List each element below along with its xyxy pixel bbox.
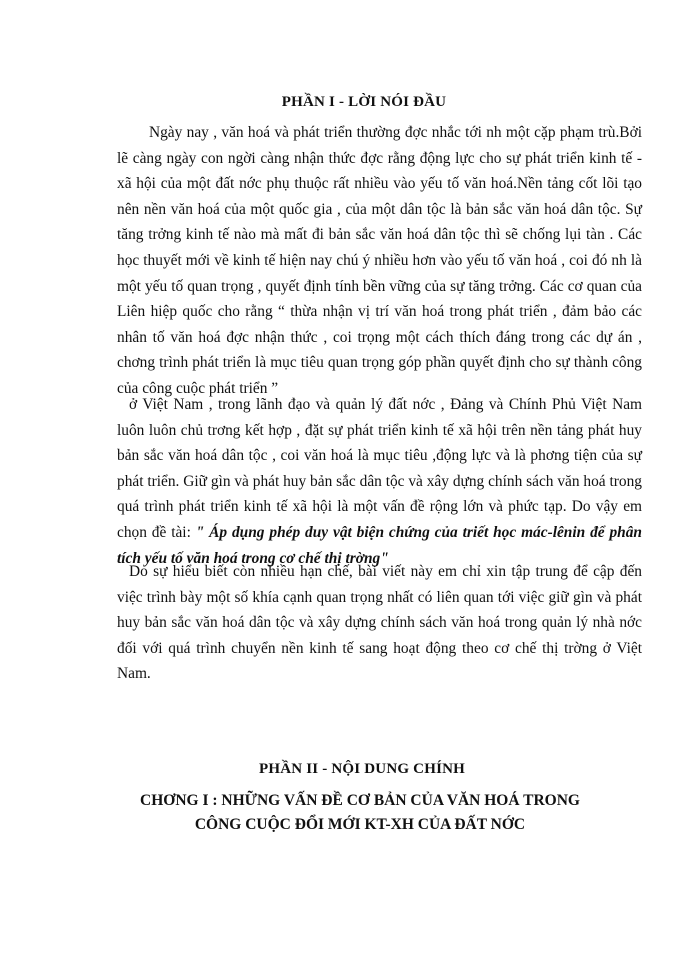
intro-paragraph-2	[117, 392, 642, 571]
part1-heading: PHẦN I - LỜI NÓI ĐẦU	[281, 94, 447, 110]
intro-paragraph-2-text: ở Việt Nam , trong lãnh đạo và quản lý đất nớc , Đảng và Chính Phủ Việt Nam luôn luôn chủ trơng kết hợp , đặt sự phát triển kinh tế xã hội trên nền tảng phát huy bản sắc văn hoá dân tộc , coi văn hoá là mục tiêu ,động lực và là phơng tiện của sự phát triển. Giữ gìn và phát huy bản sắc dân tộc và xây dựng chính sách văn hoá trong quá trình phát triển kinh tế xã hội là một vấn đề rộng lớn và phức tạp. Do vậy em chọn đề tài:	[117, 396, 642, 541]
intro-paragraph-1: Ngày nay , văn hoá và phát triển thường đợc nhắc tới nh một cặp phạm trù.Bởi lẽ càng ngày con ngời càng nhận thức đợc rằng động lực cho sự phát triển kinh tế -xã hội của một đất nớc phụ thuộc rất nhiều vào yếu tố văn hoá.Nền tảng cốt lõi tạo nên nền văn hoá của một quốc gia , của một dân tộc là bản sắc văn hoá dân tộc. Sự tăng trởng kinh tế nào mà mất đi bản sắc văn hoá dân tộc thì sẽ chống lụi tàn . Các học thuyết mới về kinh tế hiện nay chú ý nhiều hơn vào yếu tố văn hoá , coi đó nh là một yếu tố quan trọng , quyết định tính bền vững của sự tăng trởng. Các cơ quan của Liên hiệp quốc cho rằng “ thừa nhận vị trí văn hoá trong phát triển , đảm bảo các nhân tố văn hoá đợc nhận thức , coi trọng một cách thích đáng trong các dự án , chơng trình phát triển là mục tiêu quan trọng góp phần quyết định cho sự thành công của công cuộc phát triển ”	[117, 124, 642, 397]
chapter-title	[100, 789, 620, 837]
chapter-title-line-2: CÔNG CUỘC ĐỔI MỚI KT-XH CỦA ĐẤT NỚC	[194, 816, 526, 833]
intro-paragraph-3: Do sự hiểu biết còn nhiều hạn chế, bài viết này em chỉ xin tập trung để cập đến việc trình bày một số khía cạnh quan trọng nhất có liên quan tới việc giữ gìn và phát huy bản sắc văn hoá dân tộc và xây dựng chính sách văn hoá trong quản lý nhà nớc đối với quá trình chuyển nền kinh tế sang hoạt động theo cơ chế thị trờng ở Việt Nam.	[117, 563, 642, 683]
chapter-title-line-1: CHƠNG I : NHỮNG VẤN ĐỀ CƠ BẢN CỦA VĂN HOÁ TRONG	[140, 792, 580, 809]
topic-title: " Áp dụng phép duy vật biện chứng của triết học mác-lênin để phân tích yếu tố văn hoá trong cơ chế thị trờng"	[117, 523, 642, 567]
part2-heading: PHẦN II - NỘI DUNG CHÍNH	[258, 761, 466, 777]
